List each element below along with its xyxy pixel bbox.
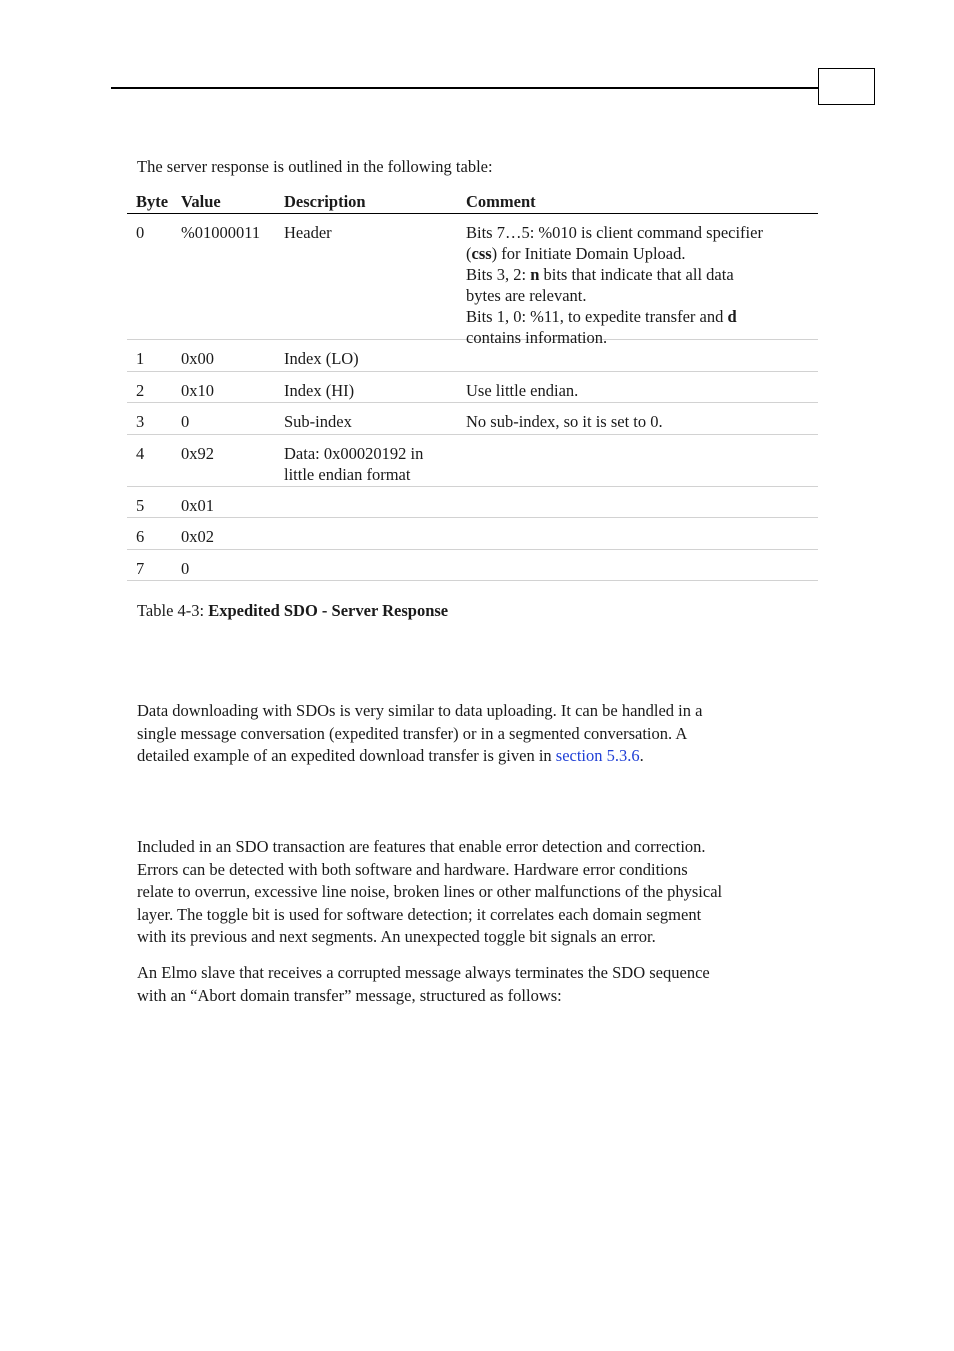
table-row	[127, 435, 818, 487]
cell-byte: 1	[136, 349, 145, 368]
cell-comment	[464, 526, 818, 548]
cell-value: 0x00	[181, 349, 214, 368]
paragraph-data-downloading: Data downloading with SDOs is very similar to data uploading. It can be handled in a single message conversation (expedited transfer) or in a segmented conversation. A detailed example of an expedited download transfer is given in section 5.3.6.	[137, 701, 703, 765]
cell-value: 0x10	[181, 380, 214, 400]
table-row	[127, 372, 818, 404]
cell-description: Index (HI)	[284, 380, 355, 400]
cell-comment	[464, 495, 818, 517]
cell-comment: Use little endian.	[466, 380, 579, 400]
cell-byte: 3	[136, 412, 145, 431]
page-number-box	[818, 68, 875, 105]
server-response-table	[127, 189, 818, 581]
cell-description	[282, 558, 464, 580]
table-row	[127, 487, 818, 519]
cell-comment: No sub-index, so it is set to 0.	[466, 412, 663, 431]
cell-description: Header	[284, 223, 332, 242]
cell-byte: 0	[136, 223, 145, 242]
paragraph-abort-transfer: An Elmo slave that receives a corrupted message always terminates the SDO sequence with an “Abort domain transfer” message, structured as follows:	[137, 963, 710, 1005]
cell-byte: 4	[136, 443, 145, 463]
cell-value: 0x02	[181, 527, 214, 546]
cell-byte: 2	[136, 380, 145, 400]
header-description: Description	[284, 192, 366, 211]
cell-byte: 5	[136, 495, 145, 515]
cell-value: 0	[181, 558, 190, 578]
cell-byte: 6	[136, 527, 145, 546]
caption-title: Expedited SDO - Server Response	[208, 601, 449, 620]
cell-value: 0x92	[181, 443, 214, 463]
header-rule	[111, 87, 819, 89]
table-row	[127, 403, 818, 435]
cell-comment	[464, 558, 818, 580]
cell-description	[282, 495, 464, 517]
table-row	[127, 550, 818, 582]
section-link[interactable]: section 5.3.6	[555, 746, 640, 765]
table-row	[127, 518, 818, 550]
cell-byte: 7	[136, 558, 145, 578]
cell-description: Data: 0x00020192 in little endian format	[284, 443, 424, 484]
cell-description	[282, 526, 464, 548]
caption-prefix: Table 4-3:	[137, 601, 209, 620]
table-caption	[137, 600, 448, 621]
cell-description: Sub-index	[284, 412, 352, 431]
cell-comment: Bits 7…5: %010 is client command specifier (css) for Initiate Domain Upload. Bits 3, 2: n bits that indicate that all data bytes are relevant. Bits 1, 0: %11, to expedite transfer and d contains information.	[466, 223, 763, 347]
header-byte: Byte	[136, 192, 169, 211]
cell-value: %01000011	[181, 223, 261, 242]
cell-comment	[464, 348, 818, 370]
cell-value: 0x01	[181, 495, 214, 515]
intro-text: The server response is outlined in the following table:	[137, 157, 493, 176]
cell-comment	[464, 443, 818, 485]
table-header-row	[127, 189, 818, 214]
cell-value: 0	[181, 412, 190, 431]
table-row	[127, 214, 818, 347]
header-comment: Comment	[466, 192, 536, 211]
header-value: Value	[181, 192, 221, 211]
paragraph-error-detection: Included in an SDO transaction are features that enable error detection and correction. Errors can be detected with both software and hardware. Hardware error conditions relate to overrun, excessive line noise, broken lines or other malfunctions of the physical layer. The toggle bit is used for software detection; it correlates each domain segment with its previous and next segments. An unexpected toggle bit signals an error.	[137, 837, 723, 946]
cell-description: Index (LO)	[284, 349, 359, 368]
